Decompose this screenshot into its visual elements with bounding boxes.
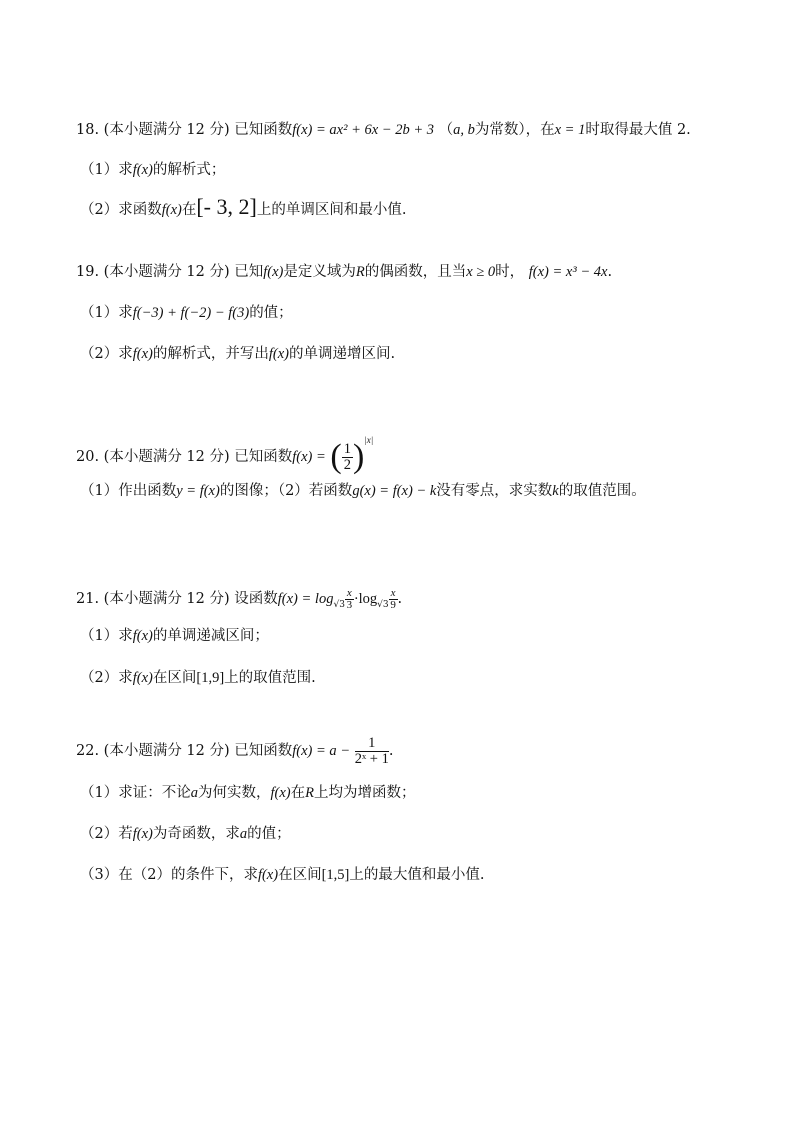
denominator: 3 [346,598,353,611]
f-expr: f(x) [132,162,153,178]
part-text: 在区间 [152,670,197,686]
f-expr: f(x) [268,346,289,362]
problem-22-part-2 [80,824,291,844]
fraction [389,588,398,611]
problem-21-part-2 [80,668,316,688]
part-text: 上均为增函数； [313,785,416,801]
part-text: 在 [290,785,306,801]
problem-19-heading [76,262,612,282]
problem-20-heading [76,425,373,473]
function-expression: f(x) = x³ − 4x [528,264,608,280]
numerator: x [390,586,396,599]
period: . [388,743,394,759]
lhs: f(x) = log [277,591,334,607]
function-expression: f(x) = ax² + 6x − 2b + 3 [292,122,434,138]
problem-22-part-3 [80,865,484,885]
numerator: x [346,586,352,599]
condition: x ≥ 0 [466,264,496,280]
part-label: （1）求证：不论 [80,785,191,801]
log-base: √3 [333,599,345,610]
product-log: ·log [353,591,378,607]
part-label: （2）若 [80,826,133,842]
part-text: 上的单调区间和最小值. [256,202,407,218]
heading-text: 19. (本小题满分 12 分) 已知 [76,264,264,280]
f-expr: f(x) [270,785,291,801]
problem-21-heading [76,584,402,620]
a-var: a [190,785,198,801]
part-text: 没有零点，求实数 [436,483,553,499]
text: 是定义域为 [283,264,356,280]
part-text: 为何实数， [197,785,271,801]
problem-22-heading [76,734,393,768]
x-value: x = 1 [554,122,586,138]
part-text: 上的最大值和最小值. [349,867,485,883]
part-label: （2）求 [80,346,133,362]
numerator: 1 [355,736,389,752]
part-label: （3）在（2）的条件下，求 [80,867,258,883]
part-text: 的单调递增区间. [288,346,396,362]
f-expr: f(x) [132,346,153,362]
real-set: R [355,264,365,280]
cond-open: （ [438,122,454,138]
denominator: 2 [343,456,351,473]
part-text: 上的取值范围. [224,670,316,686]
interval: [- 3, 2] [196,194,257,219]
f-expr: f(x) [132,826,153,842]
problem-19-part-2 [80,344,395,364]
log-base: √3 [377,599,389,610]
part-text: 的值； [249,305,293,321]
paren-close: ) [352,438,365,475]
fraction [355,736,389,767]
k-var: k [552,483,559,499]
denominator: 9 [390,598,396,611]
f-expr: f(x) [161,202,182,218]
problem-21-part-1 [80,626,269,646]
numerator: 1 [343,440,351,457]
lhs: f(x) = [292,449,326,465]
part-text: 在区间 [278,867,322,883]
part-text: 的解析式，并写出 [152,346,269,362]
period: . [397,591,403,607]
interval: [1,5] [321,867,350,883]
part-label: （2）若函数 [277,483,353,499]
part-label: （1）作出函数 [80,483,177,499]
f-expr: f(x) [132,670,153,686]
denominator: 2ˣ + 1 [354,750,389,767]
expression: g(x) = f(x) − k [352,483,437,499]
problem-18-part-1 [80,160,225,180]
paren-open: ( [330,438,342,475]
part-text: 的值； [247,826,291,842]
exponent: |x| [364,435,374,445]
interval: [1,9] [196,670,225,686]
cond-text: 为常数），在 [474,122,555,138]
text: 的偶函数，且当 [364,264,467,280]
part-text: 为奇函数，求 [152,826,240,842]
part-label: （1）求 [80,162,133,178]
f-expr: f(x) [263,264,284,280]
fraction [342,442,353,473]
real-set: R [305,785,314,801]
problem-20-parts [80,481,646,501]
part-label: （2）求 [80,670,133,686]
f-expr: f(x) [132,628,153,644]
expression: f(−3) + f(−2) − f(3) [132,305,250,321]
lhs: f(x) = a − [292,743,351,759]
heading-text: 22. (本小题满分 12 分) 已知函数 [76,743,293,759]
period: . [607,264,613,280]
part-text: 的图像； [219,483,278,499]
part-text: 在 [181,202,197,218]
text: 时， [495,264,525,280]
expression: y = f(x) [176,483,220,499]
problem-18-part-2 [80,194,407,220]
heading-text: 21. (本小题满分 12 分) 设函数 [76,591,278,607]
a-var: a [239,826,248,842]
heading-text: 20. (本小题满分 12 分) 已知函数 [76,449,293,465]
part-label: （1）求 [80,628,133,644]
part-text: 的解析式； [152,162,226,178]
problem-19-part-1 [80,303,293,323]
f-expr: f(x) [257,867,279,883]
fraction [345,588,354,611]
problem-18-heading [76,120,691,140]
part-label: （2）求函数 [80,202,162,218]
constants: a, b [453,122,475,138]
part-text: 的取值范围。 [558,483,646,499]
cond-tail: 时取得最大值 2. [585,122,691,138]
heading-text: 18. (本小题满分 12 分) 已知函数 [76,122,293,138]
problem-22-part-1 [80,783,415,803]
part-label: （1）求 [80,305,133,321]
part-text: 的单调递减区间； [152,628,269,644]
